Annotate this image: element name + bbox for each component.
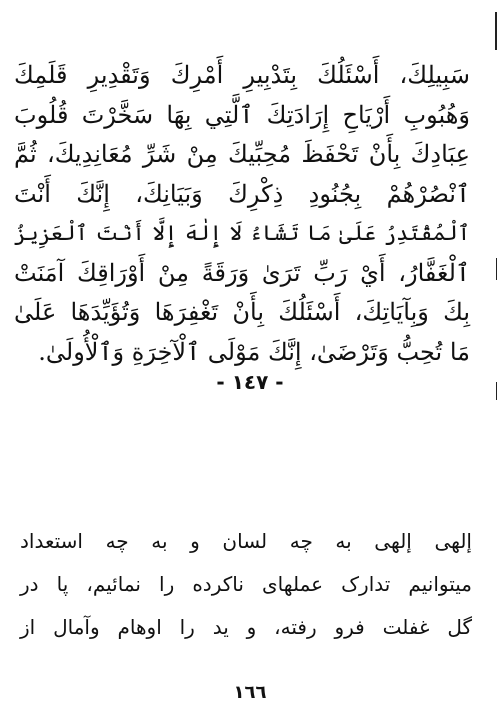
arabic-text-line: ٱلْغَفَّارُ، أَيْ رَبِّ تَرَىٰ وَرَقَةً مِنْ أَوْرَاقِكَ آمَنَتْ [14,258,470,287]
persian-text-line: میتوانیم تدارک عملهای ناکرده را نمائیم، پا در [20,572,472,596]
arabic-text-line: سَبِيلِكَ، أَسْئَلُكَ بِتَدْبِيرِ أَمْرِكَ وَتَقْدِيرِ قَلَمِكَ [14,61,470,89]
arabic-text-line: عِبَادِكَ بِأَنْ تَحْفَظَ مُحِبِّيكَ مِنْ شَرِّ مُعَانِدِيكَ، ثُمَّ [14,140,470,168]
arabic-text-line: ٱنْصُرْهُمْ بِجُنُودِ ذِكْرِكَ وَبَيَانِكَ، إِنَّكَ أَنْتَ [14,179,470,208]
persian-text-line: گل غفلت فرو رفته، و ید را اوهام وآمال از [20,615,472,639]
arabic-text-line: مَا تُحِبُّ وَتَرْضَىٰ، إِنَّكَ مَوْلَى ٱلْآخِرَةِ وَٱلْأُولَىٰ. [38,337,470,366]
page-edge-mark [496,258,497,280]
persian-translation-text [20,520,472,649]
arabic-text-line: بِكَ وَبِآيَاتِكَ، أَسْئَلُكَ بِأَنْ تَغْفِرَهَا وَتُؤَيِّدَهَا عَلَىٰ [14,298,470,326]
page-edge-mark [495,12,497,50]
persian-text-line: إلهی إلهی به چه لسان و به چه استعداد [20,529,472,553]
arabic-text-line: ٱلْمُقْتَدِرُ عَلَىٰ مَا تَشَاءُ لَا إِلٰهَ إِلَّا أَنْتَ ٱلْعَزِيزُ [14,221,470,245]
prayer-number: - ١٤٧ - [216,370,284,394]
arabic-text-line: وَهُبُوبِ أَرْيَاحِ إِرَادَتِكَ ٱلَّتِي بِهَا سَخَّرْتَ قُلُوبَ [14,100,470,129]
page-number: ١٦٦ [233,682,267,703]
arabic-prayer-text [14,56,470,372]
